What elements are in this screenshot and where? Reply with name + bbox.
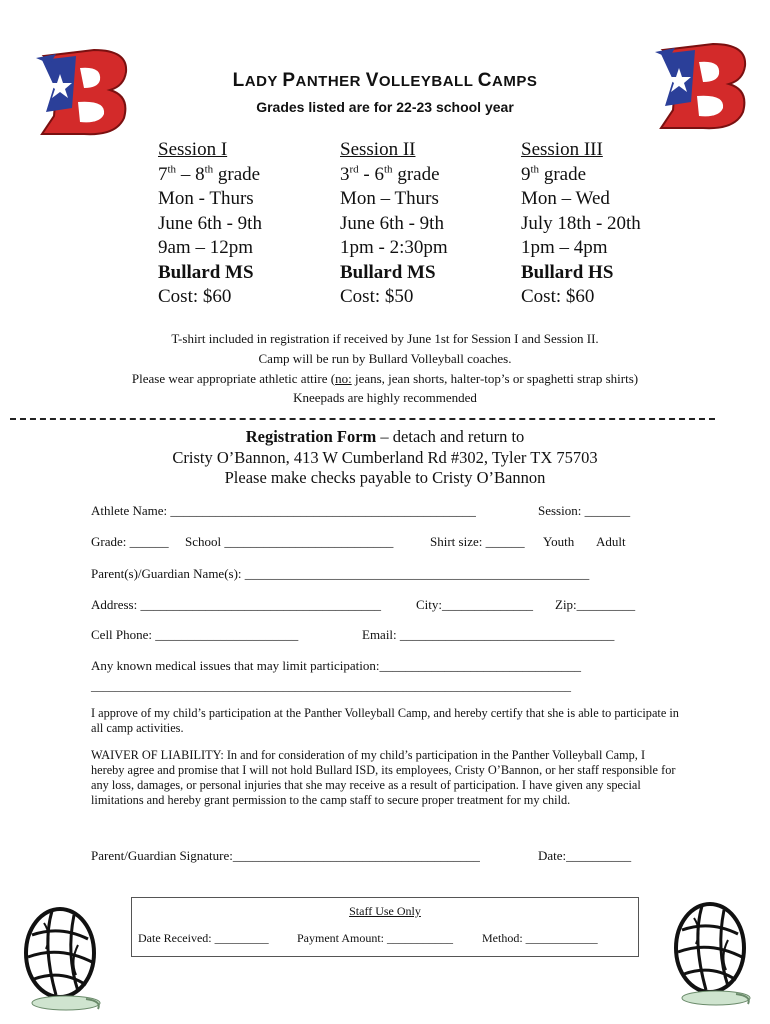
session-field[interactable]: Session: _______: [538, 503, 631, 518]
school-field[interactable]: School __________________________: [185, 534, 394, 549]
session-2: [340, 138, 448, 310]
session-dates: June 6th - 9th: [340, 212, 444, 234]
athlete-name-field[interactable]: Athlete Name: _______________________________________________: [91, 503, 476, 518]
session-grade: 9th grade: [521, 163, 587, 185]
session-days: Mon - Thurs: [158, 188, 254, 209]
guardian-name-field[interactable]: Parent(s)/Guardian Name(s): _____________________________________________________: [91, 566, 590, 581]
session-dates: June 6th - 9th: [158, 212, 262, 234]
address-field[interactable]: Address: _____________________________________: [91, 597, 381, 612]
session-time: 9am – 12pm: [158, 237, 253, 258]
bullard-b-logo-left: [36, 46, 132, 138]
note-attire: Please wear appropriate athletic attire (no: jeans, jean shorts, halter-top’s or spaghetti strap shirts): [131, 371, 639, 386]
session-time: 1pm - 2:30pm: [340, 237, 448, 258]
note-tshirt: T-shirt included in registration if received by June 1st for Session I and Session II.: [171, 331, 599, 346]
city-field[interactable]: City:______________: [416, 597, 534, 612]
youth-option[interactable]: Youth: [543, 534, 575, 549]
session-3: [521, 138, 641, 310]
date-received-field[interactable]: Date Received: _________: [138, 931, 269, 945]
session-cost: Cost: $60: [521, 286, 595, 307]
session-heading: Session II: [340, 139, 416, 160]
session-cost: Cost: $60: [158, 286, 232, 307]
session-location: Bullard MS: [340, 261, 436, 283]
note-coaches: Camp will be run by Bullard Volleyball coaches.: [258, 351, 512, 366]
registration-checks: Please make checks payable to Cristy O’Bannon: [224, 468, 546, 487]
method-field[interactable]: Method: ____________: [482, 931, 598, 945]
session-heading: Session I: [158, 139, 228, 160]
adult-option[interactable]: Adult: [596, 534, 626, 549]
staff-title: Staff Use Only: [349, 904, 421, 918]
detach-line: [10, 418, 715, 420]
page-title: LADY PANTHER VOLLEYBALL CAMPS: [232, 70, 538, 91]
volleyball-icon-left: [22, 905, 106, 1017]
session-cost: Cost: $50: [340, 286, 414, 307]
registration-heading: Registration Form – detach and return to: [245, 427, 525, 446]
session-heading: Session III: [521, 139, 603, 160]
session-1: [158, 138, 262, 310]
note-kneepads: Kneepads are highly recommended: [293, 390, 477, 405]
session-dates: July 18th - 20th: [521, 212, 641, 234]
session-grade: 7th – 8th grade: [158, 163, 261, 185]
consent-paragraph: I approve of my child’s participation at the Panther Volleyball Camp, and hereby certify that she is able to participate in all camp activities.: [91, 706, 679, 735]
shirt-size-field[interactable]: Shirt size: ______: [430, 534, 525, 549]
staff-use-box: [131, 897, 639, 957]
session-location: Bullard HS: [521, 261, 614, 283]
session-days: Mon – Thurs: [340, 188, 439, 209]
page-subtitle: Grades listed are for 22-23 school year: [256, 99, 514, 115]
grade-field[interactable]: Grade: ______: [91, 534, 169, 549]
waiver-paragraph: WAIVER OF LIABILITY: In and for consideration of my child’s participation in the Panther Volleyball Camp, I hereby agree and promise that I will not hold Bullard ISD, its employees, Cristy O’Bannon, or her staff responsible for any loss, damages, or personal injuries that she may receive as a result of participation. I have given any special limitations and hereby grant permission to the camp staff to secure proper treatment for my child.: [91, 748, 676, 807]
medical-field[interactable]: Any known medical issues that may limit participation:_______________________________: [91, 658, 581, 673]
email-field[interactable]: Email: _________________________________: [362, 627, 615, 642]
volleyball-icon-right: [672, 900, 756, 1012]
session-location: Bullard MS: [158, 261, 254, 283]
session-time: 1pm – 4pm: [521, 237, 608, 258]
signature-date-field[interactable]: Date:__________: [538, 848, 632, 863]
session-days: Mon – Wed: [521, 188, 610, 209]
zip-field[interactable]: Zip:_________: [555, 597, 636, 612]
medical-extra-line[interactable]: ________________________________________________________________________________: [91, 679, 571, 693]
signature-field[interactable]: Parent/Guardian Signature:______________________________________: [91, 848, 480, 863]
payment-amount-field[interactable]: Payment Amount: ___________: [297, 931, 453, 945]
cell-phone-field[interactable]: Cell Phone: ______________________: [91, 627, 299, 642]
session-grade: 3rd - 6th grade: [340, 163, 440, 185]
registration-address: Cristy O’Bannon, 413 W Cumberland Rd #302, Tyler TX 75703: [172, 448, 598, 467]
